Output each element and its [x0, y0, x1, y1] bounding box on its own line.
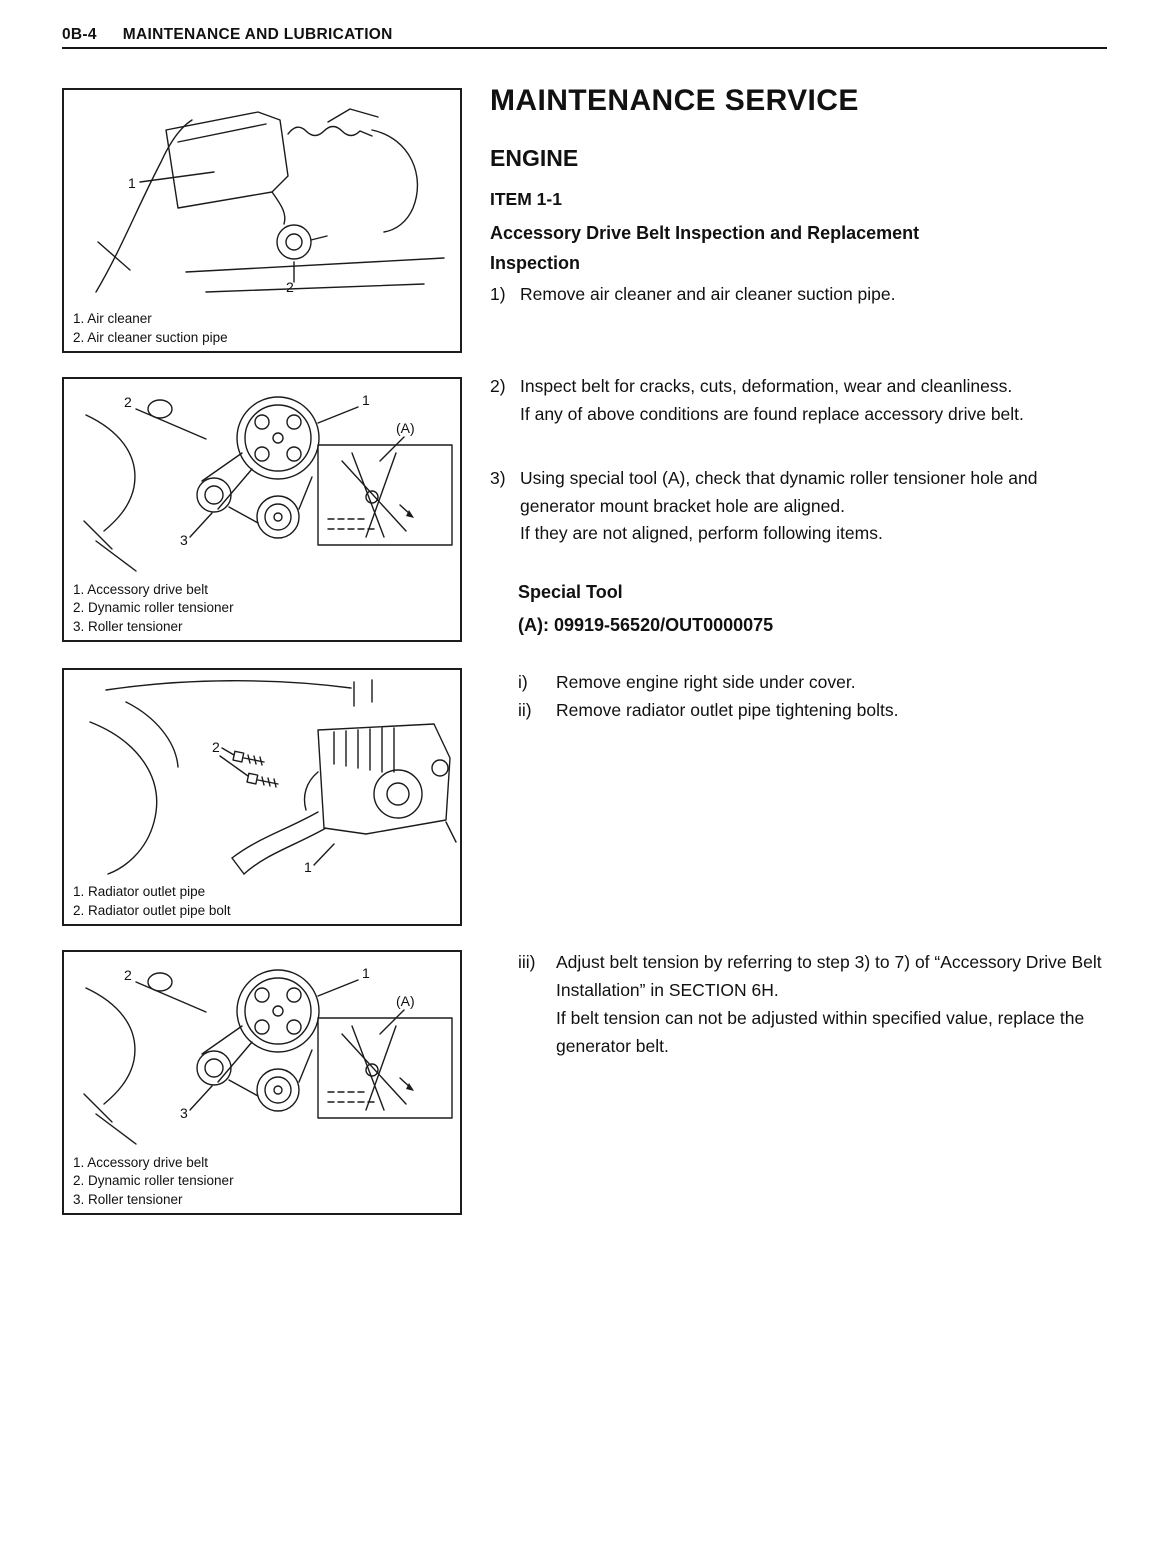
header-title: MAINTENANCE AND LUBRICATION: [122, 26, 393, 43]
header-rule: [62, 47, 1107, 49]
drive-belt-diagram: [66, 381, 458, 577]
step-marker: 3): [490, 468, 506, 488]
page-header: [62, 26, 393, 44]
substeps-i-ii: [518, 668, 1107, 724]
figure-drive-belt: [62, 377, 462, 642]
page-number: 0B-4: [62, 26, 97, 43]
caption-line: 1. Accessory drive belt: [73, 1154, 209, 1170]
step-3: [490, 465, 1107, 548]
caption-line: 1. Air cleaner: [73, 311, 152, 326]
step-text: If any of above conditions are found replace accessory drive belt.: [520, 403, 1024, 424]
step-marker: 2): [490, 376, 506, 396]
figure2-callout-1: 1: [362, 392, 370, 408]
step-text: If they are not aligned, perform following items.: [520, 523, 883, 543]
figure4-callout-3: 3: [180, 1105, 188, 1121]
substep-text: If belt tension can not be adjusted within specified value, replace the generator belt.: [556, 1008, 1085, 1056]
substep-i: [518, 668, 1107, 696]
substep-ii: [518, 696, 1107, 724]
drive-belt-diagram: [66, 954, 458, 1150]
figure3-caption: [73, 883, 231, 920]
special-tool-heading: Special Tool: [518, 582, 623, 602]
step-marker: 1): [490, 284, 506, 304]
figure4-callout-A: (A): [396, 993, 415, 1009]
step-text: Inspect belt for cracks, cuts, deformation, wear and cleanliness.: [520, 376, 1013, 396]
step-text: Using special tool (A), check that dynamic roller tensioner hole and generator mount bracket hole are aligned.: [520, 468, 1038, 516]
step-1: [490, 281, 1107, 309]
heading-line: Inspection: [490, 253, 581, 273]
figure4-callout-1: 1: [362, 965, 370, 981]
figure2-callout-3: 3: [180, 532, 188, 548]
figure-radiator-pipe: [62, 668, 462, 926]
caption-line: 2. Dynamic roller tensioner: [73, 600, 234, 615]
caption-line: 2. Air cleaner suction pipe: [73, 329, 228, 345]
section-title: ENGINE: [490, 145, 579, 171]
air-cleaner-diagram: [66, 92, 458, 302]
radiator-pipe-diagram: [66, 672, 458, 878]
item-title: ITEM 1-1: [490, 189, 562, 209]
figure-air-cleaner: [62, 88, 462, 353]
special-tool-code: (A): 09919-56520/OUT0000075: [518, 615, 774, 635]
caption-line: 2. Dynamic roller tensioner: [73, 1173, 234, 1188]
figure4-callout-2: 2: [124, 967, 132, 983]
figure1-caption: [73, 310, 228, 347]
substep-text: Remove radiator outlet pipe tightening bolts.: [556, 700, 899, 720]
figure1-callout-2: 2: [286, 279, 294, 295]
caption-line: 1. Accessory drive belt: [73, 581, 209, 597]
substep-marker: ii): [518, 700, 532, 720]
substep-iii: [518, 948, 1107, 1060]
figure2-caption: [73, 581, 234, 637]
substep-marker: iii): [518, 952, 536, 972]
step-text: Remove air cleaner and air cleaner suction pipe.: [520, 284, 896, 304]
subsection-heading: [490, 218, 1107, 278]
caption-line: 3. Roller tensioner: [73, 618, 183, 634]
step-2: [490, 373, 1107, 428]
caption-line: 1. Radiator outlet pipe: [73, 884, 206, 899]
substep-text: Remove engine right side under cover.: [556, 672, 856, 692]
special-tool-block: [518, 577, 1107, 640]
figure-drive-belt-2: [62, 950, 462, 1215]
caption-line: 3. Roller tensioner: [73, 1191, 183, 1207]
substep-text: Adjust belt tension by referring to step 3) to 7) of “Accessory Drive Belt Installation” in SECTION 6H.: [556, 952, 1102, 1000]
page-title: MAINTENANCE SERVICE: [490, 84, 859, 117]
substep-marker: i): [518, 672, 528, 692]
figure1-callout-1: 1: [128, 175, 136, 191]
figure3-callout-1: 1: [304, 859, 312, 875]
figure3-callout-2: 2: [212, 739, 220, 755]
heading-line: Accessory Drive Belt Inspection and Replacement: [490, 223, 920, 243]
figure4-caption: [73, 1154, 234, 1210]
figure2-callout-A: (A): [396, 420, 415, 436]
figure2-callout-2: 2: [124, 394, 132, 410]
caption-line: 2. Radiator outlet pipe bolt: [73, 902, 231, 918]
